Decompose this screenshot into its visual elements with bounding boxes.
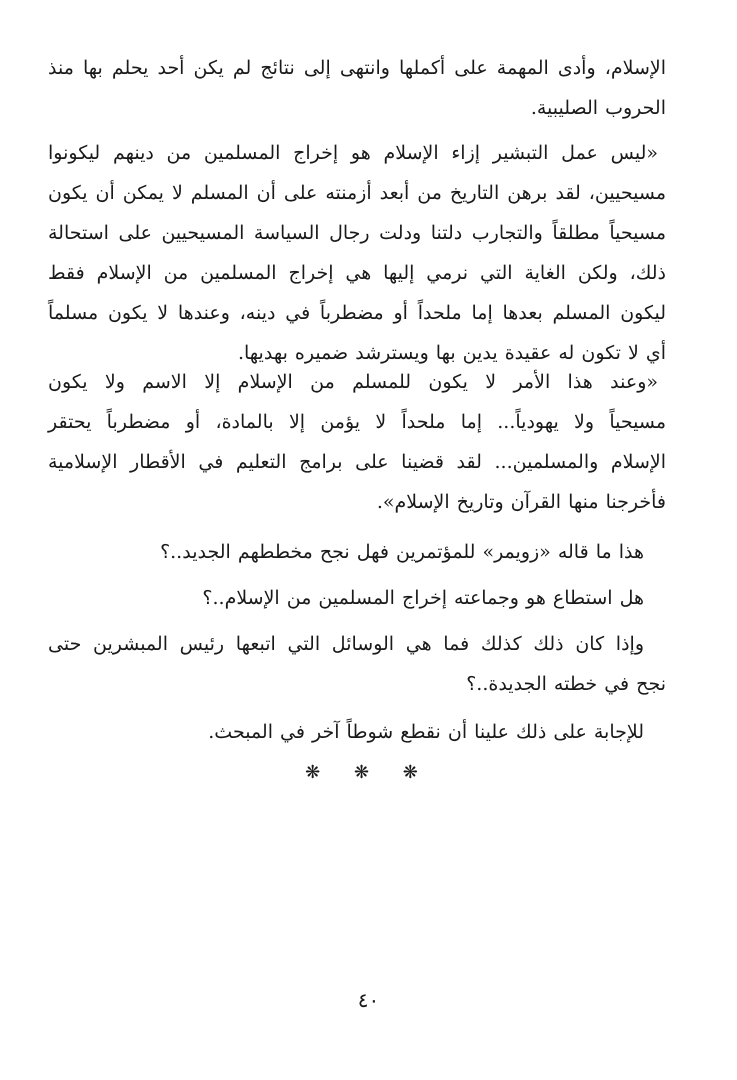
paragraph-line: الحروب الصليبية. xyxy=(530,97,666,119)
paragraph-line: فأخرجنا منها القرآن وتاريخ الإسلام». xyxy=(376,491,666,513)
paragraph-line: هذا ما قاله «زويمر» للمؤتمرين فهل نجح مخططهم الجديد..؟ xyxy=(160,541,644,563)
paragraph-line: «وعند هذا الأمر لا يكون للمسلم من الإسلام إلا الاسم ولا يكون xyxy=(48,371,658,393)
paragraph-line: ذلك، ولكن الغاية التي نرمي إليها هي إخراج المسلمين من الإسلام فقط xyxy=(48,262,666,284)
page-number: ٤٠ xyxy=(357,988,380,1012)
paragraph-4 xyxy=(48,532,666,572)
paragraph-2 xyxy=(48,133,666,373)
paragraph-5 xyxy=(48,578,666,618)
paragraph-line: مسيحياً مطلقاً والتجارب دلتنا ودلت رجال السياسة المسيحيين على استحالة xyxy=(48,222,666,244)
paragraph-3 xyxy=(48,362,666,522)
paragraph-line: للإجابة على ذلك علينا أن نقطع شوطاً آخر في المبحث. xyxy=(208,721,644,743)
paragraph-line: مسيحياً ولا يهودياً... إما ملحداً لا يؤمن إلا بالمادة، أو مضطرباً يحتقر xyxy=(48,411,666,433)
paragraph-line: الإسلام، وأدى المهمة على أكملها وانتهى إلى نتائج لم يكن أحد يحلم بها منذ xyxy=(48,57,666,79)
paragraph-7 xyxy=(48,712,666,752)
paragraph-line: مسيحيين، لقد برهن التاريخ من أبعد أزمنته على أن المسلم لا يمكن أن يكون xyxy=(48,182,666,204)
paragraph-line: نجح في خطته الجديدة..؟ xyxy=(466,673,666,695)
paragraph-line: الإسلام والمسلمين... لقد قضينا على برامج التعليم في الأقطار الإسلامية xyxy=(48,451,666,473)
paragraph-line: وإذا كان ذلك كذلك فما هي الوسائل التي اتبعها رئيس المبشرين حتى xyxy=(48,633,644,655)
paragraph-line: «ليس عمل التبشير إزاء الإسلام هو إخراج المسلمين من دينهم ليكونوا xyxy=(48,142,658,164)
paragraph-line: هل استطاع هو وجماعته إخراج المسلمين من الإسلام..؟ xyxy=(202,587,644,609)
section-ornament: ❋ ❋ ❋ xyxy=(305,762,432,783)
paragraph-line: أي لا تكون له عقيدة يدين بها ويسترشد ضميره بهديها. xyxy=(237,342,666,364)
paragraph-1 xyxy=(48,48,666,128)
paragraph-line: ليكون المسلم بعدها إما ملحداً أو مضطرباً في دينه، وعندها لا يكون مسلماً xyxy=(48,302,666,324)
paragraph-6 xyxy=(48,624,666,704)
